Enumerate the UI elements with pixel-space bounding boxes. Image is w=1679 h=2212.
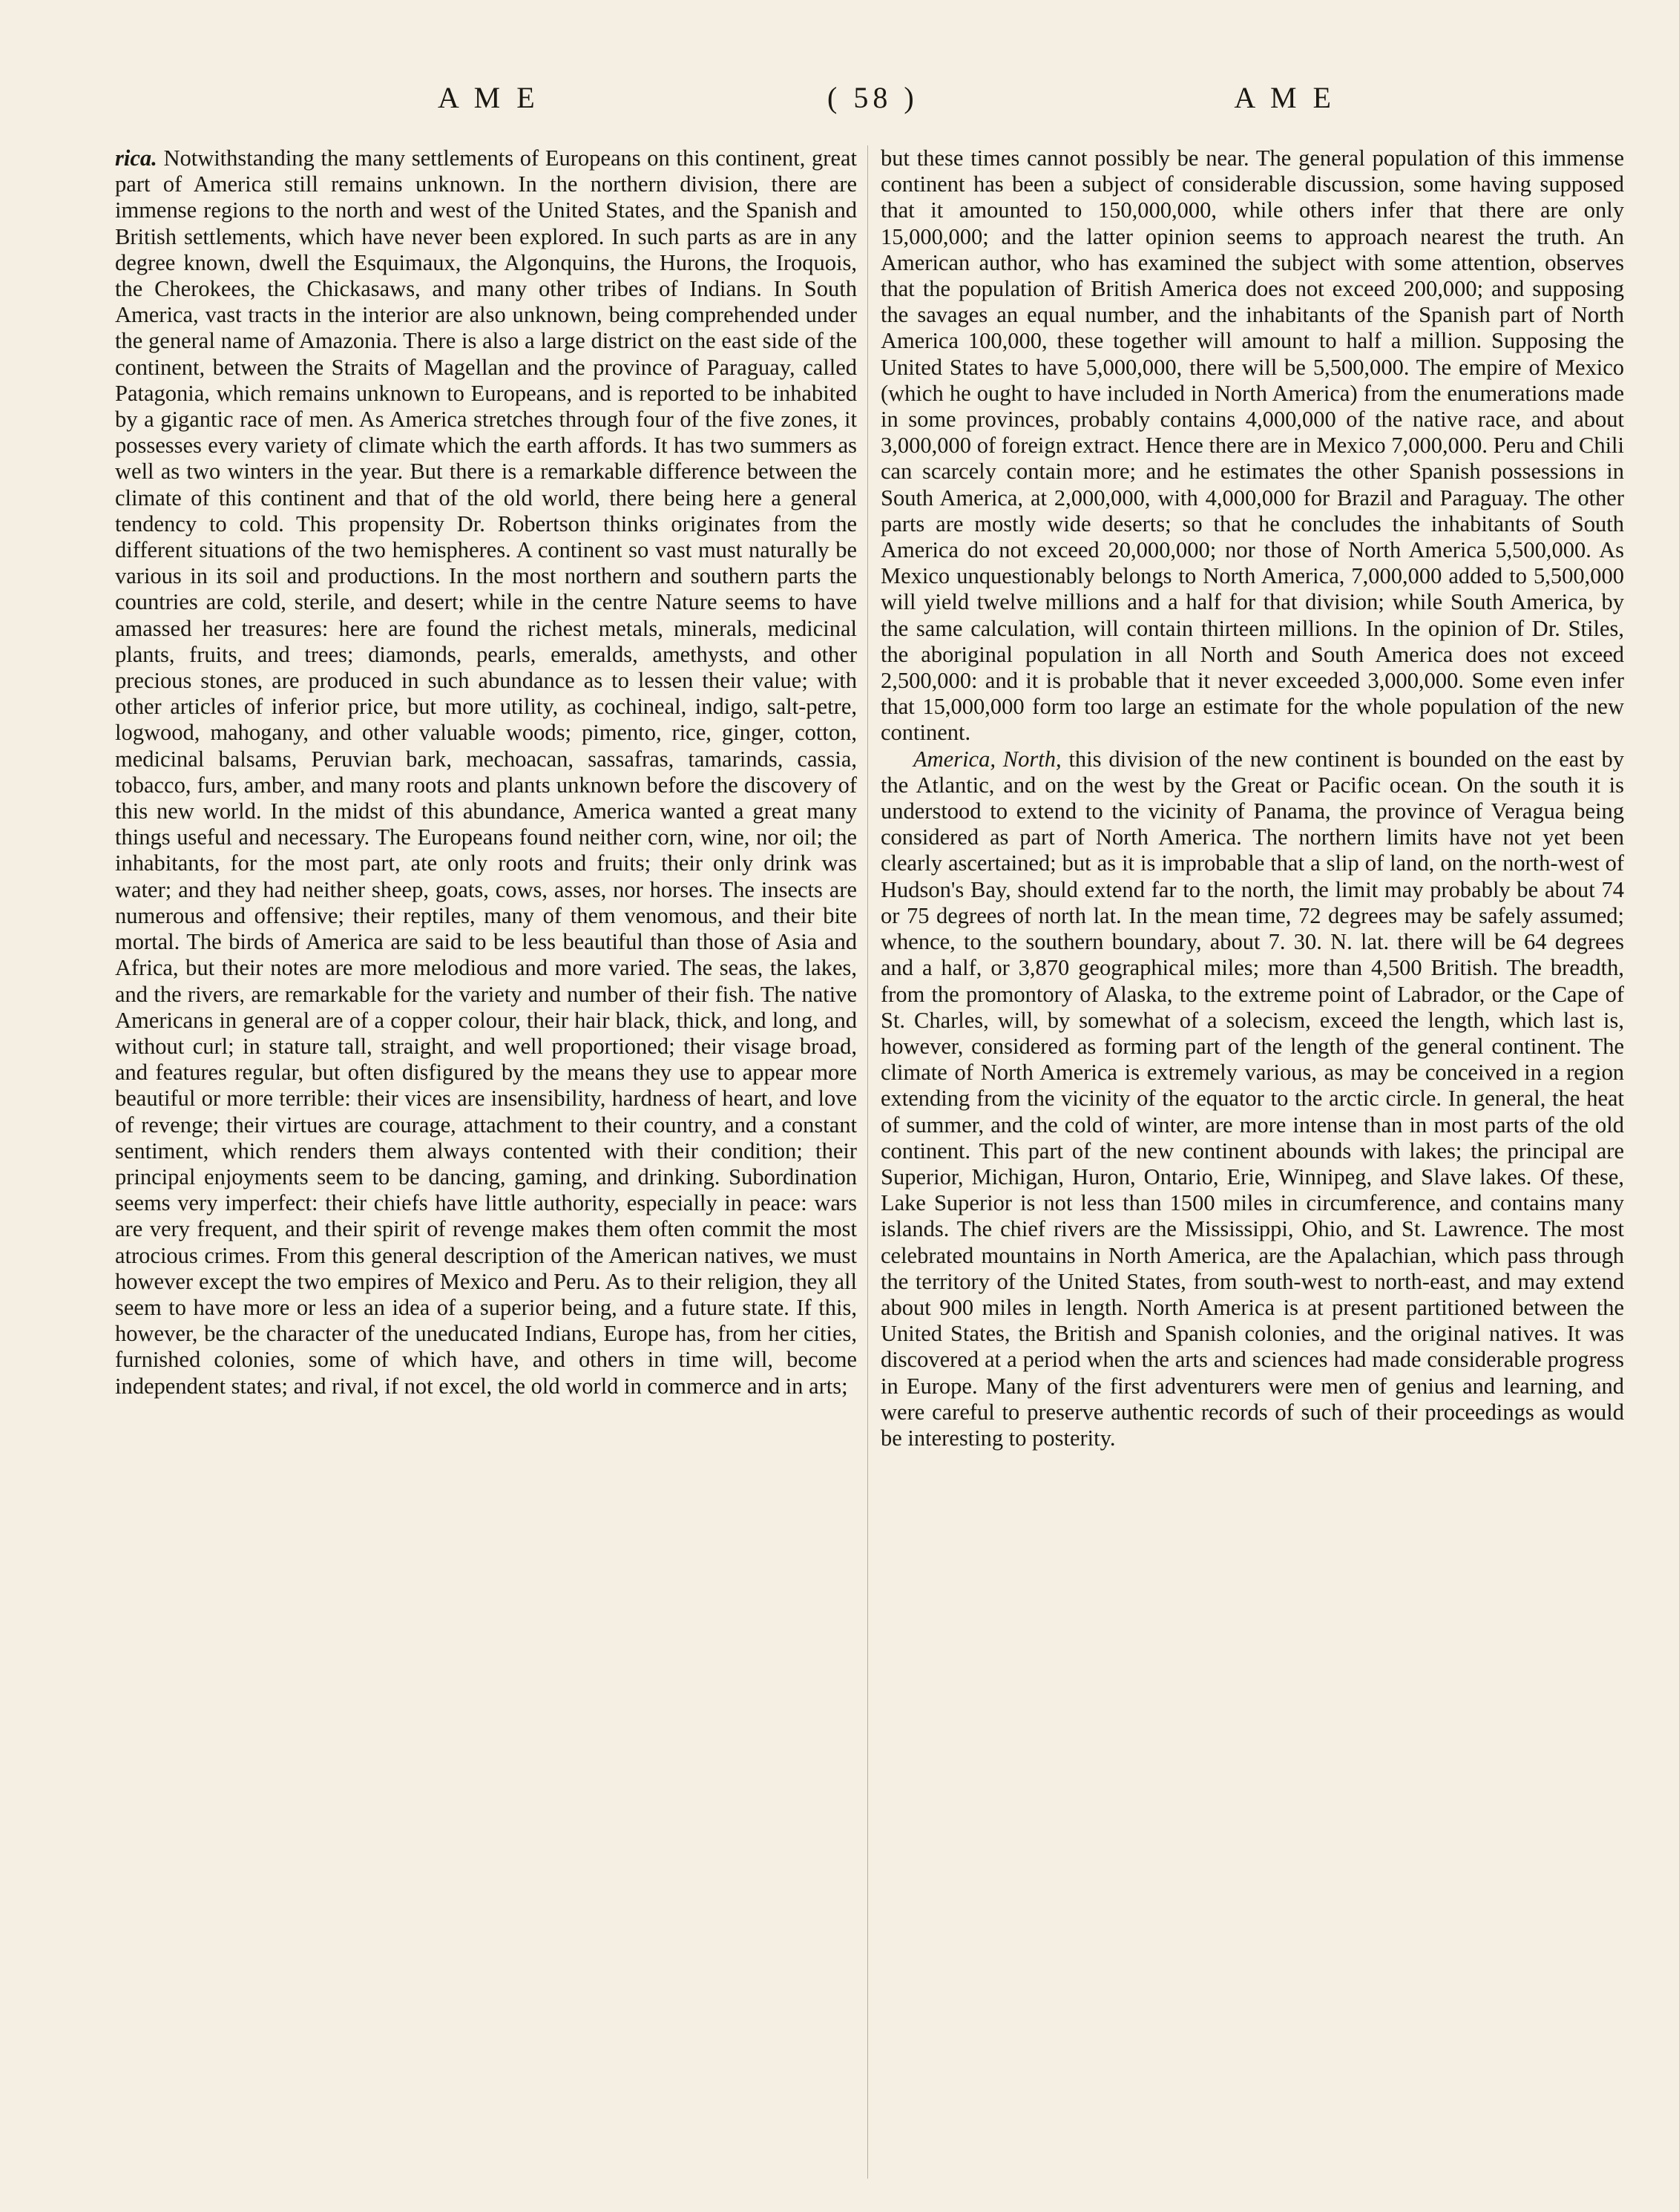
right-paragraph-1: but these times cannot possibly be near. The general population of this immense continent has been a subject of considerable discussion, some having supposed that it amounted to 150,000,000, while others infer that there are only 15,000,000; and the latter opinion seems to approach nearest the truth. An American author, who has examined the subject with some attention, observes that the population of British America does not exceed 200,000; and supposing the savages an equal number, and the inhabitants of the Spanish part of North America 100,000, these together will amount to half a million. Supposing the United States to have 5,000,000, there will be 5,500,000. The empire of Mexico (which he ought to have included in North America) from the enumerations made in some provinces, probably contains 4,000,000 of the native race, and about 3,000,000 of foreign extract. Hence there are in Mexico 7,000,000. Peru and Chili can scarcely contain more; and he estimates the other Spanish possessions in South America, at 2,000,000, with 4,000,000 for Brazil and Paraguay. The other parts are mostly wide deserts; so that he concludes the inhabitants of South America do not exceed 20,000,000; nor those of North America 5,500,000. As Mexico unquestionably belongs to North America, 7,000,000 added to 5,500,000 will yield twelve millions and a half for that division; while South America, by the same calculation, will contain thirteen millions. In the opinion of Dr. Stiles, the aboriginal population in all North and South America does not exceed 2,500,000: and it is probable that it never exceeded 3,000,000. Some even infer that 15,000,000 form too large an estimate for the whole population of the new continent. xyxy=(881,145,1624,746)
running-head-right: A M E xyxy=(1234,81,1335,114)
running-head xyxy=(438,80,1335,125)
right-column xyxy=(881,145,1624,2179)
left-paragraph xyxy=(115,145,857,1399)
left-column xyxy=(115,145,857,2179)
page-number: ( 58 ) xyxy=(827,81,919,114)
column-divider xyxy=(867,145,868,2179)
continued-word: rica. xyxy=(115,145,157,171)
entry-heading-america-north: America, North, xyxy=(913,746,1062,772)
running-head-left: A M E xyxy=(438,81,539,114)
right-paragraph-2 xyxy=(881,746,1624,1451)
right-paragraph-2-text: this division of the new continent is bounded on the east by the Atlantic, and on the west by the Great or Pacific ocean. On the south it is understood to extend to the vicinity of Panama, the province of Veragua being considered as part of North America. The northern limits have not yet been clearly ascertained; but as it is improbable that a slip of land, on the north-west of Hudson's Bay, should extend far to the north, the limit may probably be about 74 or 75 degrees of north lat. In the mean time, 72 degrees may be safely assumed; whence, to the southern boundary, about 7. 30. N. lat. there will be 64 degrees and a half, or 3,870 geographical miles; more than 4,500 British. The breadth, from the promontory of Alaska, to the extreme point of Labrador, or the Cape of St. Charles, will, by somewhat of a solecism, exceed the length, which last is, however, considered as forming part of the length of the general continent. The climate of North America is extremely various, as may be conceived in a region extending from the vicinity of the equator to the arctic circle. In general, the heat of summer, and the cold of winter, are more intense than in most parts of the old continent. This part of the new continent abounds with lakes; the principal are Superior, Michigan, Huron, Ontario, Erie, Winnipeg, and Slave lakes. Of these, Lake Superior is not less than 1500 miles in circumference, and contains many islands. The chief rivers are the Mississippi, Ohio, and St. Lawrence. The most celebrated mountains in North America, are the Apalachian, which pass through the territory of the United States, from south-west to north-east, and may extend about 900 miles in length. North America is at present partitioned between the United States, the British and Spanish colonies, and the original natives. It was discovered at a period when the arts and sciences had made considerable progress in Europe. Many of the first adventurers were men of genius and learning, and were careful to preserve authentic records of such of their proceedings as would be interesting to posterity. xyxy=(881,746,1624,1451)
left-paragraph-text: Notwithstanding the many settlements of Europeans on this continent, great part of America still remains unknown. In the northern division, there are immense regions to the north and west of the United States, and the Spanish and British settlements, which have never been explored. In such parts as are in any degree known, dwell the Esquimaux, the Algonquins, the Hurons, the Iroquois, the Cherokees, the Chickasaws, and many other tribes of Indians. In South America, vast tracts in the interior are also unknown, being comprehended under the general name of Amazonia. There is also a large district on the east side of the continent, between the Straits of Magellan and the province of Paraguay, called Patagonia, which remains unknown to Europeans, and is reported to be inhabited by a gigantic race of men. As America stretches through four of the five zones, it possesses every variety of climate which the earth affords. It has two summers as well as two winters in the year. But there is a remarkable difference between the climate of this continent and that of the old world, there being here a general tendency to cold. This propensity Dr. Robertson thinks originates from the different situations of the two hemispheres. A continent so vast must naturally be various in its soil and productions. In the most northern and southern parts the countries are cold, sterile, and desert; while in the centre Nature seems to have amassed her treasures: here are found the richest metals, minerals, medicinal plants, fruits, and trees; diamonds, pearls, emeralds, amethysts, and other precious stones, are produced in such abundance as to lessen their value; with other articles of inferior price, but more utility, as cochineal, indigo, salt-petre, logwood, mahogany, and other valuable woods; pimento, rice, ginger, cotton, medicinal balsams, Peruvian bark, mechoacan, sassafras, tamarinds, cassia, tobacco, furs, amber, and many roots and plants unknown before the discovery of this new world. In the midst of this abundance, America wanted a great many things useful and necessary. The Europeans found neither corn, wine, nor oil; the inhabitants, for the most part, ate only roots and fruits; their only drink was water; and they had neither sheep, goats, cows, asses, nor horses. The insects are numerous and offensive; their reptiles, many of them venomous, and their bite mortal. The birds of America are said to be less beautiful than those of Asia and Africa, but their notes are more melodious and more varied. The seas, the lakes, and the rivers, are remarkable for the variety and number of their fish. The native Americans in general are of a copper colour, their hair black, thick, and long, and without curl; in stature tall, straight, and well proportioned; their visage broad, and features regular, but often disfigured by the means they use to appear more beautiful or more terrible: their vices are insensibility, hardness of heart, and love of revenge; their virtues are courage, attachment to their country, and a constant sentiment, which renders them always contented with their condition; their principal enjoyments seem to be dancing, gaming, and drinking. Subordination seems very imperfect: their chiefs have little authority, especially in peace: wars are very frequent, and their spirit of revenge makes them often commit the most atrocious crimes. From this general description of the American natives, we must however except the two empires of Mexico and Peru. As to their religion, they all seem to have more or less an idea of a superior being, and a future state. If this, however, be the character of the uneducated Indians, Europe has, from her cities, furnished colonies, some of which have, and others in time will, become independent states; and rival, if not excel, the old world in commerce and in arts; xyxy=(115,145,857,1399)
